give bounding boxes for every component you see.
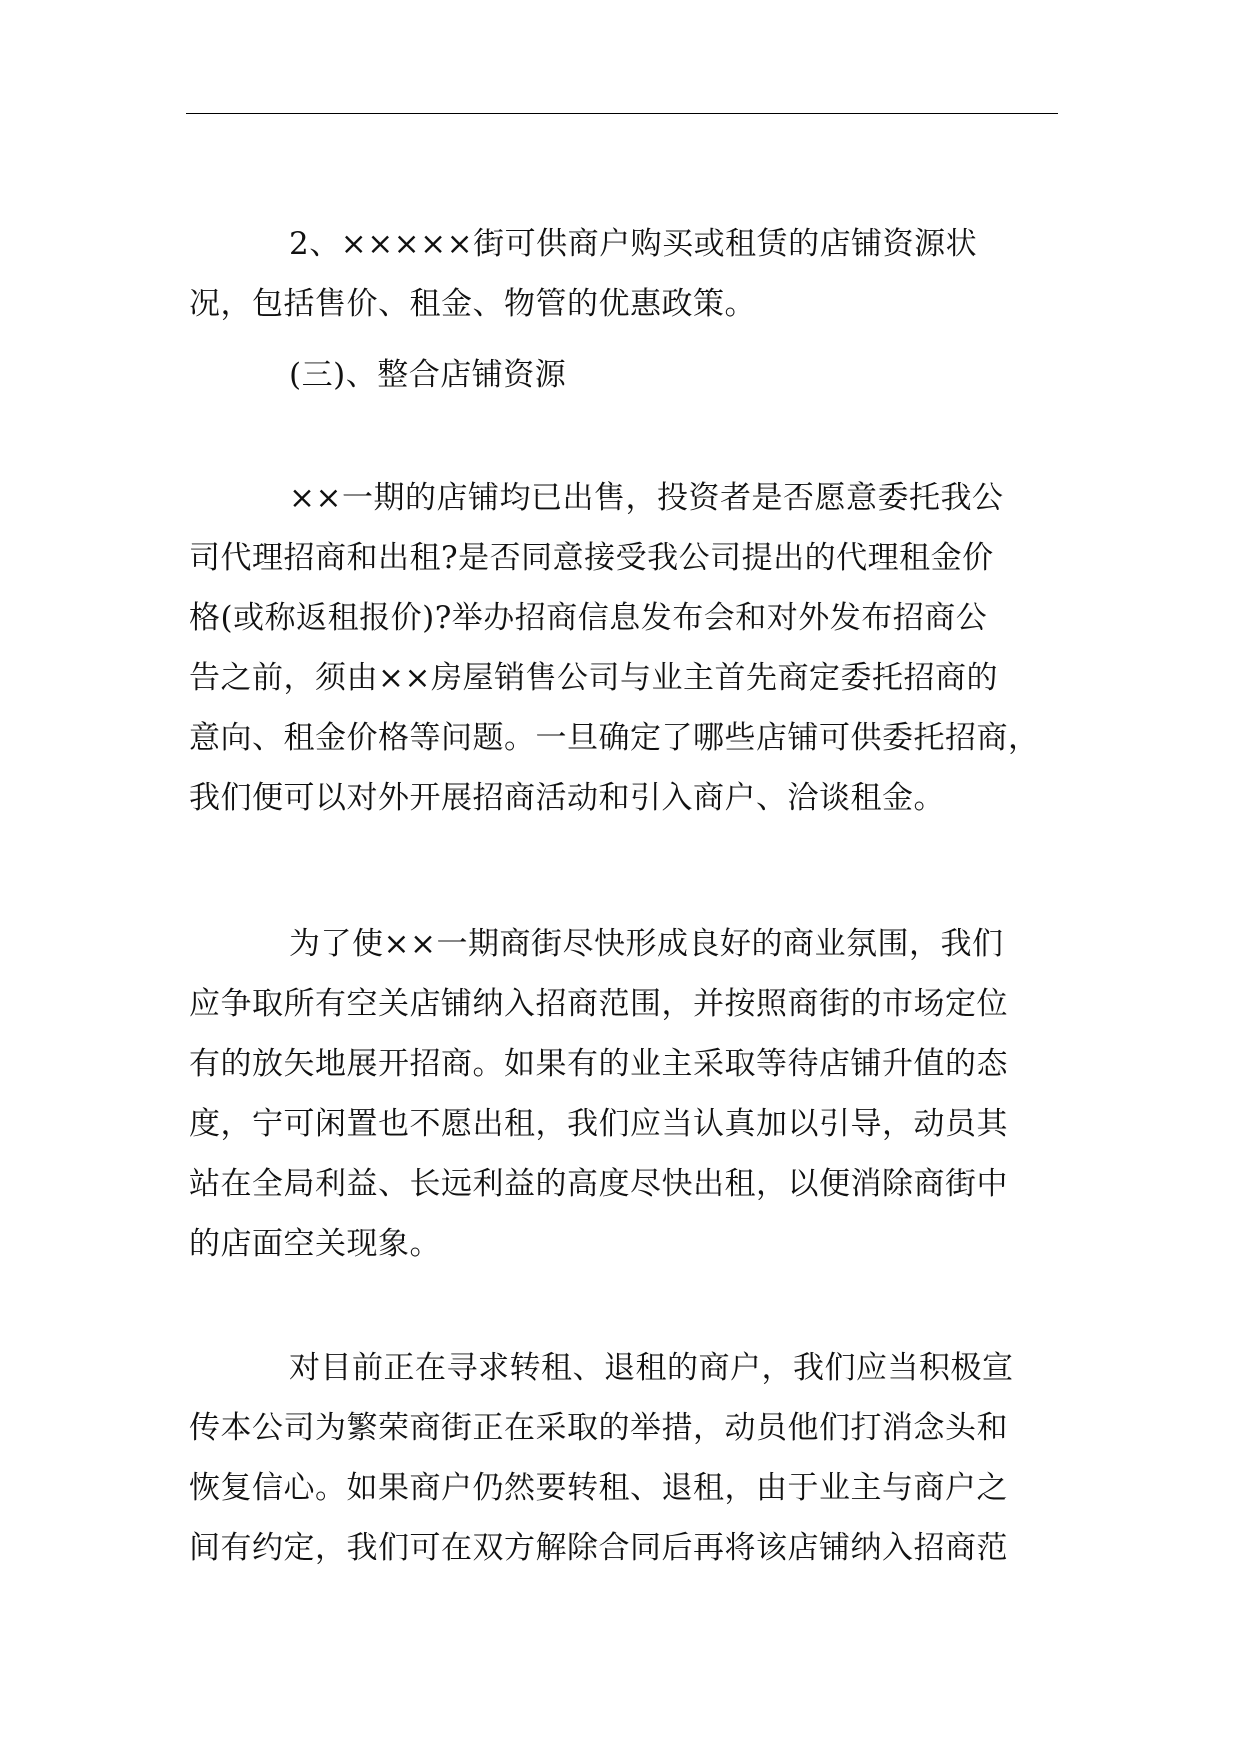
text-line: 传本公司为繁荣商街正在采取的举措，动员他们打消念头和 (189, 1410, 1008, 1446)
header-rule (186, 113, 1058, 114)
text-line: 恢复信心。如果商户仍然要转租、退租，由于业主与商户之 (189, 1470, 1008, 1506)
text-line: 应争取所有空关店铺纳入招商范围，并按照商街的市场定位 (189, 986, 1008, 1022)
text-line: (三)、整合店铺资源 (289, 357, 567, 393)
text-line: 我们便可以对外开展招商活动和引入商户、洽谈租金。 (189, 780, 945, 816)
text-line: ××一期的店铺均已出售，投资者是否愿意委托我公 (289, 480, 1004, 516)
text-line: 站在全局利益、长远利益的高度尽快出租，以便消除商街中 (189, 1166, 1008, 1202)
paragraph (189, 468, 1059, 828)
text-line: 告之前，须由××房屋销售公司与业主首先商定委托招商的 (189, 660, 998, 696)
section-heading (189, 345, 1059, 405)
text-line: 的店面空关现象。 (189, 1226, 441, 1262)
text-line: 意向、租金价格等问题。一旦确定了哪些店铺可供委托招商， (189, 720, 1040, 756)
text-line: 度，宁可闲置也不愿出租，我们应当认真加以引导，动员其 (189, 1106, 1008, 1142)
text-line: 2、×××××街可供商户购买或租赁的店铺资源状 (289, 226, 978, 262)
text-line: 间有约定，我们可在双方解除合同后再将该店铺纳入招商范 (189, 1530, 1008, 1566)
text-line: 为了使××一期商街尽快形成良好的商业氛围，我们 (289, 926, 1004, 962)
paragraph (189, 914, 1059, 1274)
text-line: 况，包括售价、租金、物管的优惠政策。 (189, 286, 756, 322)
text-line: 格(或称返租报价)?举办招商信息发布会和对外发布招商公 (189, 600, 988, 636)
text-line: 有的放矢地展开招商。如果有的业主采取等待店铺升值的态 (189, 1046, 1008, 1082)
text-line: 对目前正在寻求转租、退租的商户，我们应当积极宣 (289, 1350, 1014, 1386)
paragraph (189, 1338, 1059, 1578)
paragraph-item-2 (189, 214, 1059, 334)
text-line: 司代理招商和出租?是否同意接受我公司提出的代理租金价 (189, 540, 994, 576)
